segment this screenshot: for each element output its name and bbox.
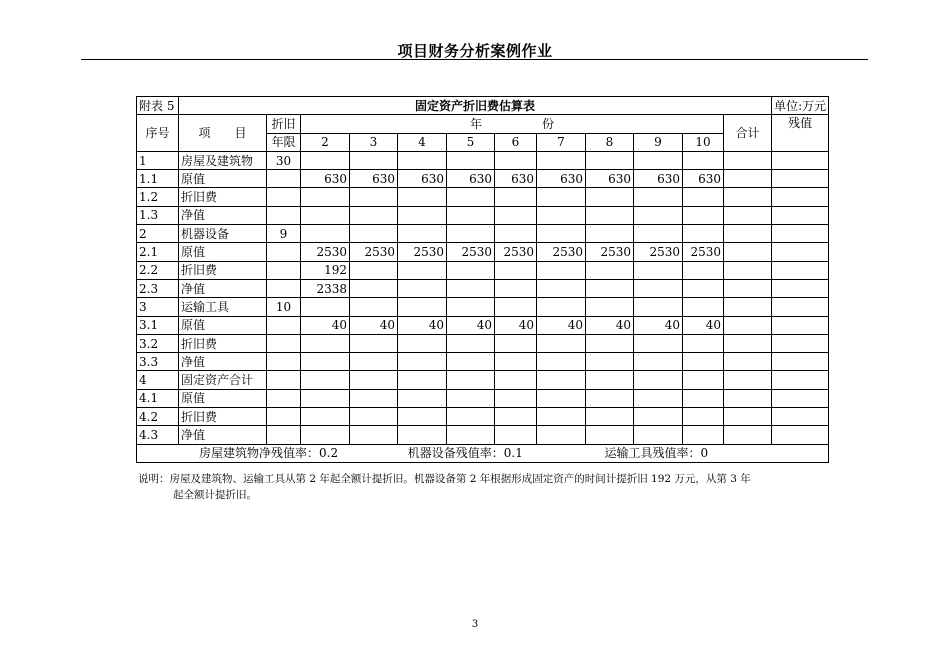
residual-cell: [772, 353, 829, 371]
table-row: [137, 408, 829, 426]
residual-cell: [772, 261, 829, 279]
table-row: [137, 151, 829, 169]
value-cell: [537, 279, 586, 297]
value-cell: [683, 408, 724, 426]
row-seq: 4.3: [137, 426, 179, 444]
value-cell: 40: [447, 316, 495, 334]
value-cell: 2530: [398, 243, 447, 261]
total-cell: [724, 206, 772, 224]
note-line-1: 说明：房屋及建筑物、运输工具从第 2 年起全额计提折旧。机器设备第 2 年根据形成固定资产的时间计提折旧 192 万元，从第 3 年: [138, 473, 751, 485]
row-seq: 3: [137, 298, 179, 316]
value-cell: [301, 408, 350, 426]
table-row: [137, 389, 829, 407]
value-cell: [586, 151, 634, 169]
value-cell: [350, 334, 398, 352]
value-cell: [447, 206, 495, 224]
table-row: [137, 206, 829, 224]
value-cell: [350, 151, 398, 169]
row-life: 10: [267, 298, 301, 316]
row-item: 折旧费: [179, 261, 267, 279]
table-row: [137, 334, 829, 352]
value-cell: [634, 408, 683, 426]
residual-cell: [772, 426, 829, 444]
value-cell: [683, 279, 724, 297]
row-life: [267, 170, 301, 188]
value-cell: [683, 188, 724, 206]
value-cell: 2530: [634, 243, 683, 261]
value-cell: [350, 261, 398, 279]
value-cell: [398, 353, 447, 371]
value-cell: 2530: [537, 243, 586, 261]
depreciation-table: [136, 96, 829, 463]
annex-label: 附表 5: [137, 97, 179, 115]
row-seq: 3.1: [137, 316, 179, 334]
building-residual-rate: 房屋建筑物净残值率：0.2: [199, 446, 339, 461]
header-item: 项 目: [179, 115, 267, 152]
row-item: 运输工具: [179, 298, 267, 316]
value-cell: 630: [495, 170, 537, 188]
total-cell: [724, 243, 772, 261]
value-cell: 630: [350, 170, 398, 188]
value-cell: [350, 298, 398, 316]
value-cell: [447, 279, 495, 297]
year-header-cell: 3: [350, 133, 398, 151]
residual-cell: [772, 170, 829, 188]
residual-cell: [772, 298, 829, 316]
table-row: [137, 426, 829, 444]
row-seq: 4.2: [137, 408, 179, 426]
header-total: 合计: [724, 115, 772, 152]
value-cell: [537, 225, 586, 243]
value-cell: [537, 353, 586, 371]
total-cell: [724, 353, 772, 371]
value-cell: [398, 151, 447, 169]
row-seq: 4: [137, 371, 179, 389]
residual-cell: [772, 243, 829, 261]
value-cell: 40: [350, 316, 398, 334]
value-cell: [398, 371, 447, 389]
value-cell: [586, 371, 634, 389]
value-cell: [495, 353, 537, 371]
value-cell: [398, 426, 447, 444]
value-cell: 2530: [683, 243, 724, 261]
total-cell: [724, 426, 772, 444]
value-cell: [495, 261, 537, 279]
row-seq: 1.2: [137, 188, 179, 206]
value-cell: [350, 353, 398, 371]
value-cell: [537, 151, 586, 169]
row-life: [267, 316, 301, 334]
value-cell: [350, 426, 398, 444]
row-item: 机器设备: [179, 225, 267, 243]
value-cell: [398, 389, 447, 407]
row-item: 原值: [179, 170, 267, 188]
value-cell: [495, 408, 537, 426]
table-row: [137, 316, 829, 334]
table-title: 固定资产折旧费估算表: [179, 97, 772, 115]
value-cell: 630: [398, 170, 447, 188]
table-row: [137, 170, 829, 188]
row-seq: 1.1: [137, 170, 179, 188]
table-row: [137, 279, 829, 297]
value-cell: [586, 188, 634, 206]
value-cell: [398, 188, 447, 206]
value-cell: [495, 188, 537, 206]
value-cell: [447, 426, 495, 444]
row-seq: 2: [137, 225, 179, 243]
row-life: [267, 188, 301, 206]
value-cell: [683, 426, 724, 444]
value-cell: [495, 371, 537, 389]
header-year: 年 份: [301, 115, 724, 133]
value-cell: [447, 353, 495, 371]
page-number: 3: [471, 619, 479, 630]
value-cell: 2530: [495, 243, 537, 261]
row-life: [267, 353, 301, 371]
value-cell: [398, 261, 447, 279]
row-life: [267, 389, 301, 407]
value-cell: [537, 408, 586, 426]
residual-rates-row: [137, 444, 829, 462]
document-title: 项目财务分析案例作业: [397, 42, 553, 60]
total-cell: [724, 389, 772, 407]
value-cell: [586, 389, 634, 407]
value-cell: 40: [398, 316, 447, 334]
row-item: 折旧费: [179, 408, 267, 426]
value-cell: [586, 261, 634, 279]
value-cell: [350, 188, 398, 206]
value-cell: [495, 298, 537, 316]
value-cell: 2530: [350, 243, 398, 261]
table-row: [137, 261, 829, 279]
row-seq: 1.3: [137, 206, 179, 224]
value-cell: [350, 206, 398, 224]
value-cell: 2530: [301, 243, 350, 261]
value-cell: [495, 426, 537, 444]
value-cell: [586, 426, 634, 444]
value-cell: 2338: [301, 279, 350, 297]
year-header-cell: 6: [495, 133, 537, 151]
value-cell: [634, 225, 683, 243]
header-life-line2: 年限: [267, 133, 301, 151]
total-cell: [724, 279, 772, 297]
value-cell: [537, 298, 586, 316]
value-cell: [683, 261, 724, 279]
value-cell: [683, 298, 724, 316]
value-cell: [495, 225, 537, 243]
total-cell: [724, 151, 772, 169]
value-cell: [634, 206, 683, 224]
residual-cell: [772, 334, 829, 352]
value-cell: [586, 334, 634, 352]
value-cell: [634, 389, 683, 407]
residual-cell: [772, 206, 829, 224]
row-item: 原值: [179, 243, 267, 261]
value-cell: [586, 408, 634, 426]
total-cell: [724, 261, 772, 279]
value-cell: [495, 389, 537, 407]
value-cell: [586, 206, 634, 224]
value-cell: 2530: [586, 243, 634, 261]
residual-cell: [772, 225, 829, 243]
value-cell: [586, 225, 634, 243]
value-cell: 630: [537, 170, 586, 188]
value-cell: [586, 298, 634, 316]
value-cell: [301, 371, 350, 389]
value-cell: 40: [683, 316, 724, 334]
value-cell: [447, 408, 495, 426]
table-row: [137, 188, 829, 206]
row-seq: 3.2: [137, 334, 179, 352]
total-cell: [724, 298, 772, 316]
value-cell: [447, 225, 495, 243]
value-cell: [398, 225, 447, 243]
year-header-cell: 4: [398, 133, 447, 151]
value-cell: [350, 408, 398, 426]
value-cell: [398, 206, 447, 224]
row-item: 原值: [179, 389, 267, 407]
value-cell: 2530: [447, 243, 495, 261]
row-seq: 3.3: [137, 353, 179, 371]
value-cell: [301, 206, 350, 224]
value-cell: [447, 334, 495, 352]
value-cell: 192: [301, 261, 350, 279]
value-cell: [447, 371, 495, 389]
value-cell: [634, 151, 683, 169]
total-cell: [724, 334, 772, 352]
value-cell: [447, 188, 495, 206]
value-cell: [634, 298, 683, 316]
value-cell: [350, 389, 398, 407]
value-cell: 40: [634, 316, 683, 334]
value-cell: [683, 371, 724, 389]
table-row: [137, 371, 829, 389]
value-cell: [683, 353, 724, 371]
value-cell: [683, 206, 724, 224]
row-seq: 2.3: [137, 279, 179, 297]
value-cell: [398, 334, 447, 352]
value-cell: [447, 389, 495, 407]
table-row: [137, 243, 829, 261]
row-item: 折旧费: [179, 334, 267, 352]
residual-cell: [772, 151, 829, 169]
explanatory-note: [138, 471, 828, 503]
value-cell: [537, 206, 586, 224]
value-cell: [537, 334, 586, 352]
row-seq: 2.1: [137, 243, 179, 261]
table-row: [137, 298, 829, 316]
value-cell: [350, 279, 398, 297]
header-seq: 序号: [137, 115, 179, 152]
value-cell: 630: [683, 170, 724, 188]
value-cell: [683, 334, 724, 352]
row-life: [267, 426, 301, 444]
row-life: [267, 334, 301, 352]
row-seq: 2.2: [137, 261, 179, 279]
value-cell: [350, 225, 398, 243]
value-cell: [537, 389, 586, 407]
value-cell: [634, 261, 683, 279]
value-cell: 630: [301, 170, 350, 188]
row-item: 原值: [179, 316, 267, 334]
row-item: 净值: [179, 426, 267, 444]
value-cell: 630: [634, 170, 683, 188]
row-life: [267, 243, 301, 261]
row-item: 净值: [179, 206, 267, 224]
header-residual: 残值: [772, 115, 829, 152]
row-life: [267, 206, 301, 224]
header-life-line1: 折旧: [267, 115, 301, 133]
value-cell: [301, 225, 350, 243]
row-item: 净值: [179, 279, 267, 297]
row-life: 9: [267, 225, 301, 243]
residual-cell: [772, 389, 829, 407]
vehicle-residual-rate: 运输工具残值率：0: [604, 446, 709, 461]
value-cell: [398, 298, 447, 316]
table-row: [137, 225, 829, 243]
total-cell: [724, 188, 772, 206]
row-life: [267, 408, 301, 426]
value-cell: [634, 371, 683, 389]
row-item: 净值: [179, 353, 267, 371]
value-cell: [350, 371, 398, 389]
row-item: 固定资产合计: [179, 371, 267, 389]
value-cell: [537, 188, 586, 206]
value-cell: [495, 279, 537, 297]
row-life: [267, 279, 301, 297]
value-cell: [447, 298, 495, 316]
total-cell: [724, 408, 772, 426]
year-header-cell: 2: [301, 133, 350, 151]
table-row: [137, 353, 829, 371]
value-cell: [301, 334, 350, 352]
value-cell: 40: [586, 316, 634, 334]
value-cell: [683, 389, 724, 407]
value-cell: [634, 279, 683, 297]
value-cell: [634, 426, 683, 444]
total-cell: [724, 225, 772, 243]
value-cell: [495, 151, 537, 169]
year-header-cell: 10: [683, 133, 724, 151]
value-cell: [447, 261, 495, 279]
value-cell: [537, 261, 586, 279]
value-cell: [301, 426, 350, 444]
year-header-cell: 5: [447, 133, 495, 151]
value-cell: [537, 371, 586, 389]
row-item: 房屋及建筑物: [179, 151, 267, 169]
value-cell: 630: [447, 170, 495, 188]
row-item: 折旧费: [179, 188, 267, 206]
value-cell: 630: [586, 170, 634, 188]
value-cell: [495, 334, 537, 352]
value-cell: [586, 279, 634, 297]
row-seq: 1: [137, 151, 179, 169]
value-cell: [683, 225, 724, 243]
value-cell: 40: [537, 316, 586, 334]
title-rule: [81, 59, 868, 60]
value-cell: [301, 389, 350, 407]
row-life: [267, 371, 301, 389]
value-cell: [301, 353, 350, 371]
value-cell: 40: [301, 316, 350, 334]
note-line-2: 起全额计提折旧。: [173, 489, 257, 501]
unit-label: 单位:万元: [772, 97, 829, 115]
total-cell: [724, 170, 772, 188]
value-cell: [301, 151, 350, 169]
value-cell: [447, 151, 495, 169]
row-life: 30: [267, 151, 301, 169]
total-cell: [724, 371, 772, 389]
row-life: [267, 261, 301, 279]
value-cell: [683, 151, 724, 169]
value-cell: [495, 206, 537, 224]
value-cell: [398, 408, 447, 426]
machine-residual-rate: 机器设备残值率：0.1: [407, 446, 523, 461]
total-cell: [724, 316, 772, 334]
value-cell: [301, 188, 350, 206]
value-cell: [634, 353, 683, 371]
row-seq: 4.1: [137, 389, 179, 407]
value-cell: [634, 334, 683, 352]
residual-cell: [772, 408, 829, 426]
residual-cell: [772, 316, 829, 334]
value-cell: [634, 188, 683, 206]
value-cell: 40: [495, 316, 537, 334]
year-header-cell: 8: [586, 133, 634, 151]
year-header-cell: 7: [537, 133, 586, 151]
value-cell: [537, 426, 586, 444]
value-cell: [398, 279, 447, 297]
value-cell: [301, 298, 350, 316]
residual-cell: [772, 371, 829, 389]
year-header-cell: 9: [634, 133, 683, 151]
value-cell: [586, 353, 634, 371]
residual-cell: [772, 279, 829, 297]
residual-cell: [772, 188, 829, 206]
